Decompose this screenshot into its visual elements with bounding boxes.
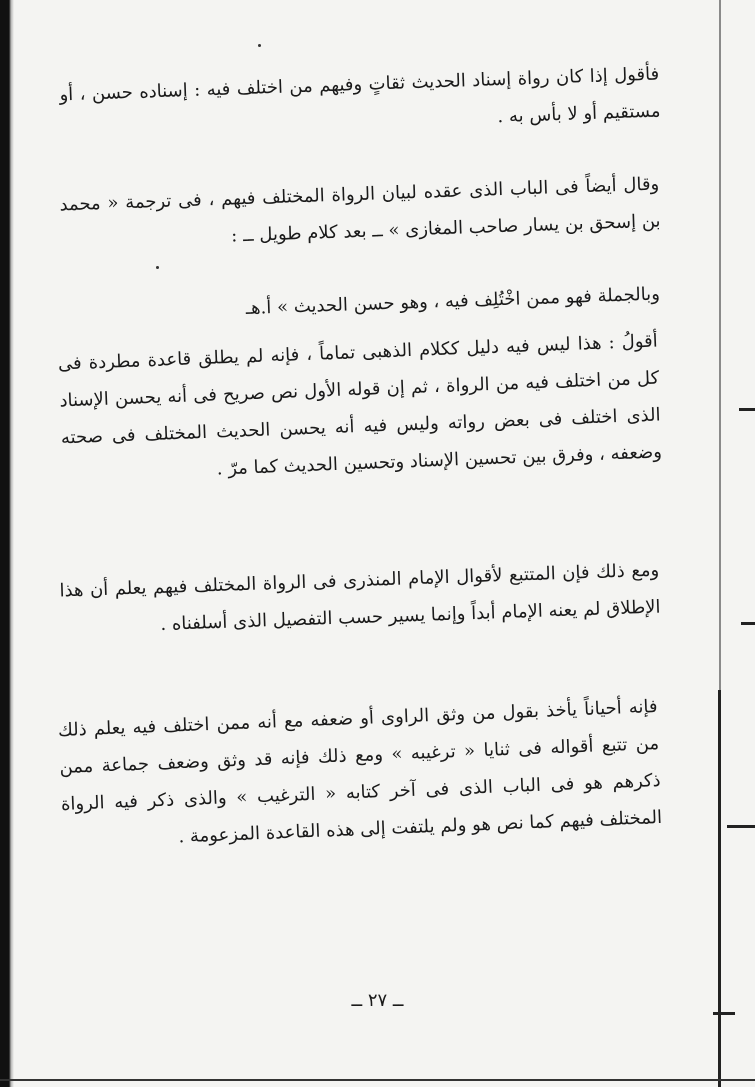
page-right-edge-shadow [718, 690, 721, 1087]
scan-speck [156, 266, 159, 269]
paragraph-6: فإنه أحياناً يأخذ بقول من وثق الراوى أو ضعفه مع أنه ممن اختلف فيه يعلم ذلك من تتبع أقواله فى ثنايا « ترغيبه » ومع ذلك فإنه قد وثق وضعف جماعة ممن ذكرهم هو فى الباب الذى فى آخر كتابه « الترغيب » والذى ذكر فيه الرواة المختلف فيهم كما نص هو ولم يلتفت إلى هذه القاعدة المزعومة . [57, 696, 663, 848]
scan-mark [739, 408, 755, 411]
paragraph-4: أقولُ : هذا ليس فيه دليل ككلام الذهبى تماماً ، فإنه لم يطلق قاعدة مطردة فى كل من اختلف فيه من الرواة ، ثم إن قوله الأول نص صريح فى أنه يحسن الإسناد الذى اختلف فى بعض رواته وليس فيه أنه يحسن الحديث المختلف فى صحته وضعفه ، وفرق بين تحسين الإسناد وتحسين الحديث كما مرّ . [57, 330, 663, 480]
paragraph-3: وبالجملة فهو ممن اخْتُلِف فيه ، وهو حسن الحديث » أ.هـ [245, 283, 661, 319]
scan-mark [741, 622, 755, 625]
page-left-edge-shadow [0, 0, 14, 1087]
scan-mark [713, 1012, 735, 1015]
paragraph-2: وقال أيضاً فى الباب الذى عقده لبيان الرواة المختلف فيهم ، فى ترجمة « محمد بن إسحق بن يسار صاحب المغازى » ــ بعد كلام طويل ــ : [59, 173, 661, 247]
paragraph-5: ومع ذلك فإن المتتبع لأقوال الإمام المنذرى فى الرواة المختلف فيهم يعلم أن هذا الإطلاق لم يعنه الإمام أبداً وإنما يسير حسب التفصيل الذى أسلفناه . [59, 559, 661, 635]
page-number: ــ ٢٧ ــ [351, 990, 404, 1011]
page-bottom-edge-line [0, 1079, 755, 1081]
paragraph-1: فأقول إذا كان رواة إسناد الحديث ثقاتٍ وفيهم من اختلف فيه : إسناده حسن ، أو مستقيم أو لا بأس به . [59, 63, 661, 128]
scan-mark [727, 825, 755, 828]
scan-speck [258, 44, 261, 47]
